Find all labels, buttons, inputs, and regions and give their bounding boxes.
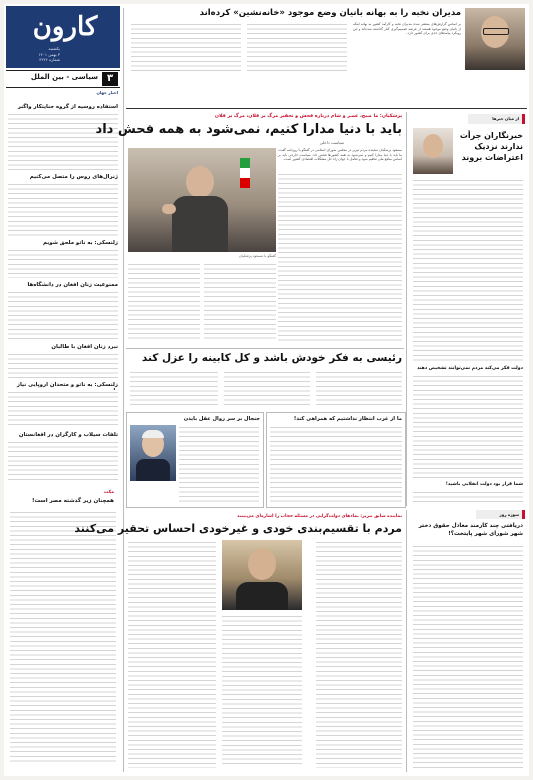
world-item-2-text — [8, 182, 118, 236]
world-item-4-title: ممنوعیت زنان افغان در دانشگاه‌ها — [27, 282, 118, 288]
sidebar-face — [423, 134, 443, 158]
sidebar-subhead-2: شما قرار بود دولت انقلابی باشید! — [445, 482, 523, 487]
world-item-4-text — [8, 290, 118, 340]
sidebar-text-3 — [413, 490, 523, 502]
main-story-figure-body — [172, 196, 228, 252]
second-story-col-2 — [224, 370, 310, 408]
masthead-day: یکشنبه — [48, 46, 60, 51]
bottom-story-col-a — [316, 540, 402, 768]
top-strip-divider — [126, 108, 527, 109]
top-story-glasses — [483, 28, 509, 35]
top-story-body-col-1 — [247, 22, 347, 72]
top-story-title: مدیران نخبه را به بهانه بانیان وضع موجود «خانه‌نشین» کرده‌اند — [199, 8, 461, 18]
page-section-bar — [6, 70, 120, 88]
sidebar-text-2 — [413, 374, 523, 478]
main-story-col-c — [128, 262, 200, 342]
box-biden-photo — [130, 425, 176, 481]
box-west-text — [270, 425, 402, 503]
box-west-title: ما از غرب انتظار نداشتیم که همراهی کند! — [293, 416, 402, 422]
second-story-col-3 — [130, 370, 218, 408]
bottom-story-suit — [236, 582, 288, 610]
bottom-story-col-b — [222, 614, 302, 768]
world-item-2-title: ژنرال‌های روس را متصل می‌کنیم — [29, 174, 118, 180]
world-item-3-title: زلنسکی: به ناتو ملحق شویم — [42, 240, 118, 246]
top-story-intro: بر اساس گزارش‌های منتشر شده مدیران نخبه و کارآمد کشور به بهانه اینکه از بانیان وضع موجود هستند از عرصه تصمیم‌گیری کنار گذاشته شده‌اند و این رویکرد پیامدهای جدی برای کشور دارد. — [353, 22, 461, 36]
lower-right-sidebar — [409, 510, 527, 772]
second-headline: رئیسی به فکر خودش باشد و کل کابینه را عزل کند — [141, 352, 402, 364]
sidebar-title: خبرنگاران جرأت ندارند نزدیک اعتراضات بروند — [459, 131, 523, 162]
main-story-figure-head — [186, 166, 214, 198]
world-news-tag: اخبار جهان — [96, 90, 118, 95]
sidebar-subhead-1: دولت فکر می‌کند مردم نمی‌توانند تشخیص دهند — [417, 366, 523, 371]
world-item-7-text — [8, 440, 118, 480]
main-story — [95, 112, 404, 346]
makth-title: همچنان زیر گذشته مصر است! — [31, 498, 114, 504]
world-item-7-title: تلفات سیلاب و کارگران در افغانستان — [18, 432, 118, 438]
second-story-col-1 — [316, 370, 402, 408]
masthead-date — [10, 46, 60, 63]
lower-sidebar-tag-label: سوژه روز — [499, 512, 519, 517]
masthead-logo-box — [6, 6, 120, 68]
sidebar-text-1 — [413, 178, 523, 362]
lower-sidebar-tag — [476, 510, 525, 519]
bottom-story — [74, 510, 404, 772]
box-west — [266, 412, 406, 508]
sidebar-tag-label: از میان خبرها — [492, 116, 519, 121]
box-biden-text — [179, 425, 259, 503]
main-story-figure-hand — [162, 204, 176, 214]
top-story — [126, 6, 527, 106]
main-story-photo — [128, 148, 276, 252]
masthead-issue: شماره ۴۲۴۶ — [39, 57, 60, 62]
makth-text — [10, 510, 116, 764]
main-story-caption: گفتگو با مسعود پزشکیان — [238, 254, 276, 258]
page-number: ۳ — [102, 72, 118, 86]
section-title: سیاسی - بین الملل — [30, 73, 98, 81]
main-story-flag — [240, 158, 250, 188]
world-item-6-text — [8, 390, 118, 428]
box-biden-suit — [136, 459, 170, 481]
bottom-story-headline: مردم با تقسیم‌بندی خودی و غیرخودی احساس تحقیر می‌کنند — [74, 522, 402, 535]
bottom-story-photo — [222, 540, 302, 610]
masthead-logo: کارون — [32, 12, 98, 42]
main-story-col-b — [204, 262, 276, 342]
right-sidebar — [409, 112, 527, 504]
box-biden-title: جنجال بر سر زوال عقل بایدن — [183, 416, 260, 422]
bottom-story-col-c — [128, 540, 216, 768]
top-story-photo — [465, 8, 525, 70]
world-item-6-title: زلنسکی: به ناتو و متحدان اروپایی نیاز — [16, 382, 118, 388]
sidebar-photo — [413, 128, 453, 174]
main-story-kicker: پزشکیان: ما صبح، عصر و شام درباره فحش و تحقیر مرگ بر فلان، مرگ بر فلان — [214, 114, 402, 119]
column-divider-right — [406, 112, 407, 506]
makth-tag: مکث — [103, 490, 114, 495]
main-story-intro: مسعود پزشکیان نماینده مردم تبریز در مجلس شورای اسلامی در گفتگو با روزنامه گفت: ما باید با دنیا مدارا کنیم و نمی‌شود به همه کشورها فحش داد. سیاست خارجی باید بر اساس منافع ملی تنظیم شود و تعامل با جهان راه حل مشکلات اقتصادی کشور است. — [278, 148, 402, 162]
world-item-5-text — [8, 352, 118, 378]
bottom-story-head — [248, 548, 276, 580]
sidebar-tag — [468, 114, 525, 124]
world-item-5-title: نبرد زنان افغان با طالبان — [51, 344, 118, 350]
masthead — [4, 4, 122, 104]
lower-sidebar-title: دریافتی چند کارمند معادل حقوق دختر شهر شورای شهر پایتخت؟! — [418, 523, 523, 537]
masthead-date-text: ۳ بهمن ۱۴۰۱ — [38, 51, 60, 57]
second-story-cols — [126, 368, 404, 410]
box-biden-hair — [142, 430, 164, 438]
top-story-body-col-2 — [131, 22, 241, 72]
world-item-1-title: استفاده روسیه از گروه جنایتکار واگنر — [17, 104, 118, 110]
box-biden — [126, 412, 264, 508]
main-story-section-label: سیاست داخلی — [319, 140, 344, 145]
main-story-headline: باید با دنیا مدارا کنیم، نمی‌شود به همه فحش داد — [95, 122, 402, 137]
bottom-story-kicker: نماینده سابق تبریز: نمادهای دولت‌گرایی در مسئله حجاب را اشاره‌ای می‌بینند — [237, 514, 402, 519]
lower-sidebar-text — [413, 544, 523, 770]
world-news-column — [6, 100, 120, 772]
newspaper-page — [4, 4, 529, 776]
column-divider-lower-right — [406, 510, 407, 772]
world-item-3-text — [8, 248, 118, 278]
second-headline-divider — [126, 348, 404, 349]
world-item-1-text — [8, 112, 118, 170]
main-story-col-a — [278, 172, 402, 342]
